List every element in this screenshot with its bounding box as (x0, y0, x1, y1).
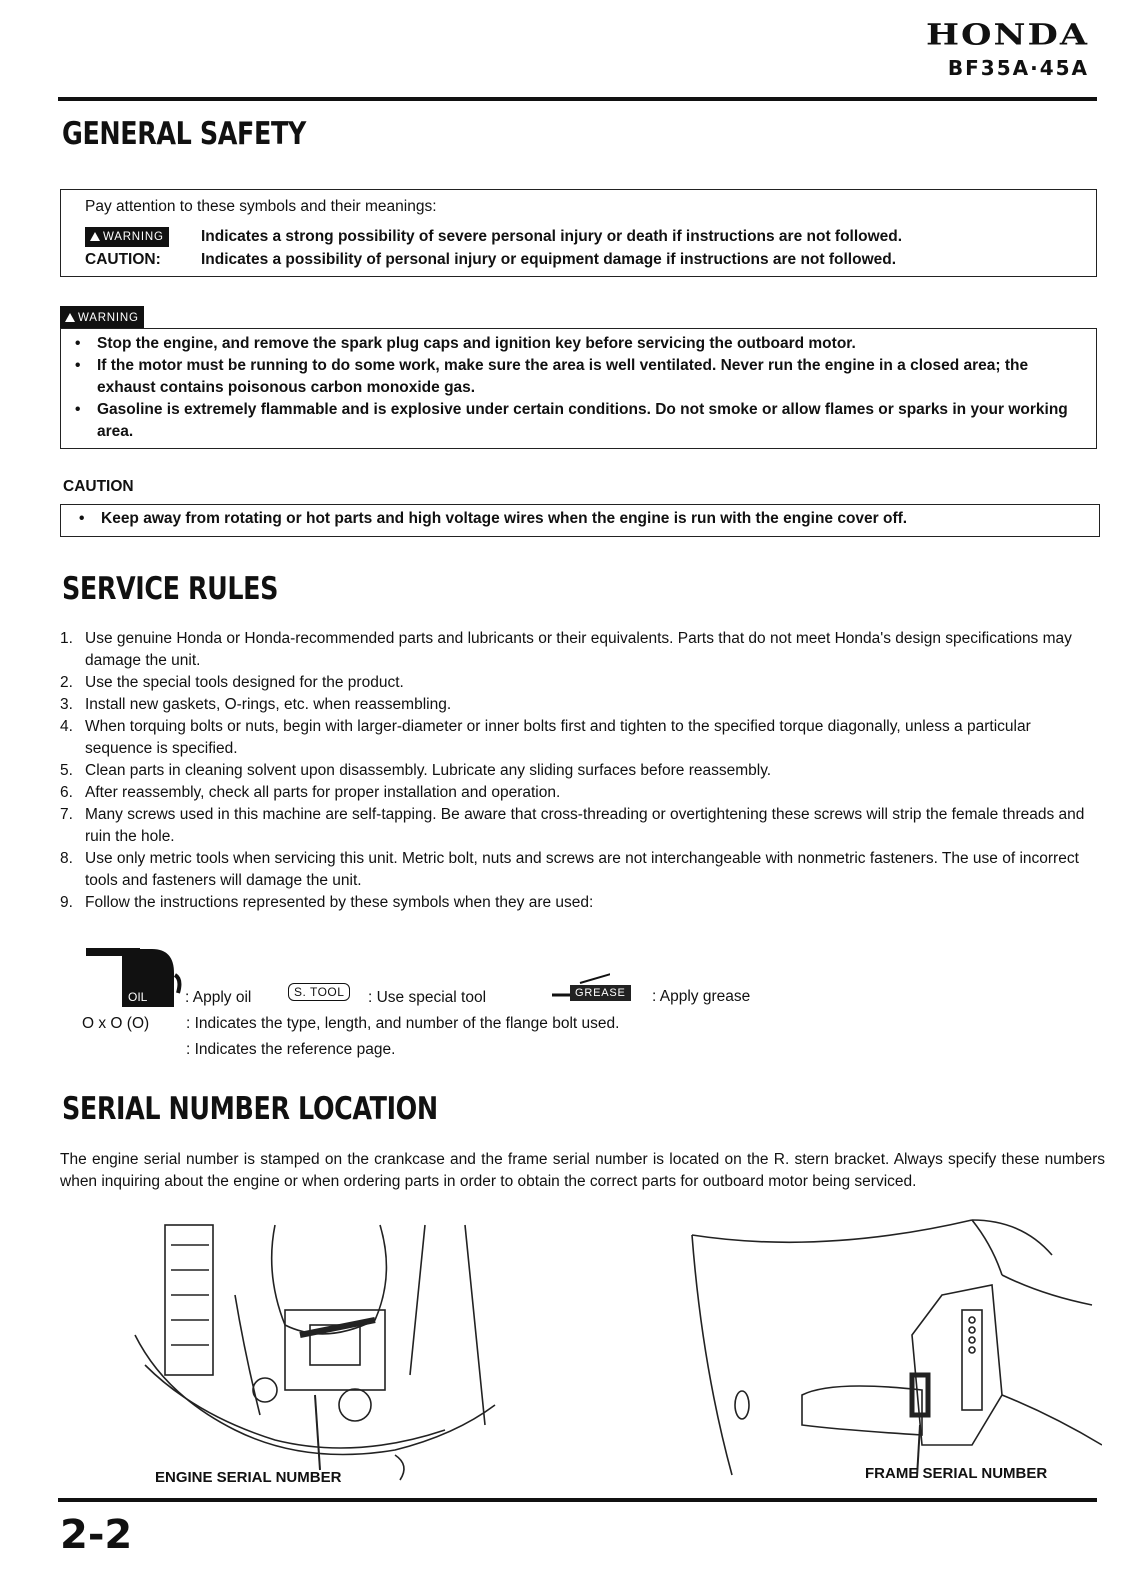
frame-illustration (672, 1215, 1102, 1490)
reference-page-text: : Indicates the reference page. (186, 1041, 396, 1058)
use-special-tool-text: : Use special tool (368, 989, 487, 1006)
legend-warning-row (85, 225, 1096, 248)
rule-item: 5. Clean parts in cleaning solvent upon disassembly. Lubricate any sliding surfaces before reassembly. (60, 762, 772, 779)
oil-can-icon (82, 945, 182, 1009)
engine-serial-label: ENGINE SERIAL NUMBER (155, 1469, 342, 1486)
symbols-legend (80, 945, 840, 1065)
warning-item: • Gasoline is extremely flammable and is explosive under certain conditions. Do not smoke or allow flames or sparks in your working area. (71, 399, 1084, 443)
caution-meaning: Indicates a possibility of personal injury or equipment damage if instructions are not followed. (201, 250, 897, 268)
model-name: BF35A·45A (947, 56, 1089, 80)
symbol-legend-box (60, 189, 1097, 277)
serial-number-title: SERIAL NUMBER LOCATION (62, 1091, 438, 1127)
warning-meaning: Indicates a strong possibility of severe personal injury or death if instructions are not followed. (201, 227, 903, 245)
caution-box (60, 504, 1100, 537)
apply-oil-text: : Apply oil (185, 989, 252, 1006)
special-tool-icon: S. TOOL (288, 983, 350, 1001)
frame-serial-label: FRAME SERIAL NUMBER (865, 1465, 1048, 1482)
legend-caution-row (85, 248, 1096, 271)
warning-triangle-icon (90, 232, 100, 241)
rule-item: 4. When torquing bolts or nuts, begin with larger-diameter or inner bolts first and tighten to the specified torque diagonally, unless a particular sequence is specified. (60, 718, 1031, 757)
warning-triangle-icon (65, 313, 75, 322)
service-rules-list (60, 628, 1100, 914)
apply-grease-text: : Apply grease (652, 988, 751, 1005)
honda-logo: HONDA (925, 18, 1089, 52)
warning-badge: WARNING (85, 227, 169, 247)
rule-item: 7. Many screws used in this machine are self-tapping. Be aware that cross-threading or overtightening these screws will strip the female threads and ruin the hole. (60, 806, 1085, 845)
engine-illustration (125, 1215, 515, 1490)
general-safety-title: GENERAL SAFETY (62, 116, 306, 152)
warning-box (60, 328, 1097, 449)
engine-serial-figure (125, 1215, 515, 1490)
bolt-code: O x O (O) (82, 1015, 150, 1032)
caution-item: • Keep away from rotating or hot parts and high voltage wires when the engine is run with the engine cover off. (75, 510, 1087, 528)
svg-text:OIL: OIL (128, 990, 148, 1004)
serial-number-text: The engine serial number is stamped on the crankcase and the frame serial number is located on the R. stern bracket. Always specify these numbers when inquiring about the engine or when ordering parts in order to obtain the correct parts for outboard motor being serviced. (60, 1151, 1105, 1190)
warning-box-badge: WARNING (60, 306, 144, 329)
legend-intro: Pay attention to these symbols and their meanings: (85, 198, 437, 215)
grease-badge: GREASE (570, 985, 631, 1001)
rule-item: 3. Install new gaskets, O-rings, etc. when reassembling. (60, 696, 452, 713)
rule-item: 2. Use the special tools designed for the product. (60, 674, 404, 691)
rule-item: 9. Follow the instructions represented by these symbols when they are used: (60, 894, 594, 911)
frame-serial-figure (672, 1215, 1102, 1490)
brand-header (926, 20, 1089, 80)
warning-item: • If the motor must be running to do some work, make sure the area is well ventilated. Never run the engine in a closed area; the exhaust contains poisonous carbon monoxide gas. (71, 355, 1084, 399)
caution-label: CAUTION (63, 478, 134, 495)
rule-item: 8. Use only metric tools when servicing this unit. Metric bolt, nuts and screws are not interchangeable with nonmetric fasteners. The use of incorrect tools and fasteners will damage the unit. (60, 850, 1079, 889)
bolt-text: : Indicates the type, length, and number of the flange bolt used. (186, 1015, 620, 1032)
rule-item: 1. Use genuine Honda or Honda-recommended parts and lubricants or their equivalents. Parts that do not meet Honda's design specifications may damage the unit. (60, 630, 1072, 669)
footer-rule (58, 1498, 1097, 1502)
rule-item: 6. After reassembly, check all parts for proper installation and operation. (60, 784, 561, 801)
page-number: 2-2 (60, 1512, 133, 1558)
caution-key: CAUTION: (85, 250, 161, 268)
warning-item: • Stop the engine, and remove the spark plug caps and ignition key before servicing the outboard motor. (71, 333, 1084, 355)
header-rule (58, 97, 1097, 101)
service-rules-title: SERVICE RULES (62, 571, 279, 607)
